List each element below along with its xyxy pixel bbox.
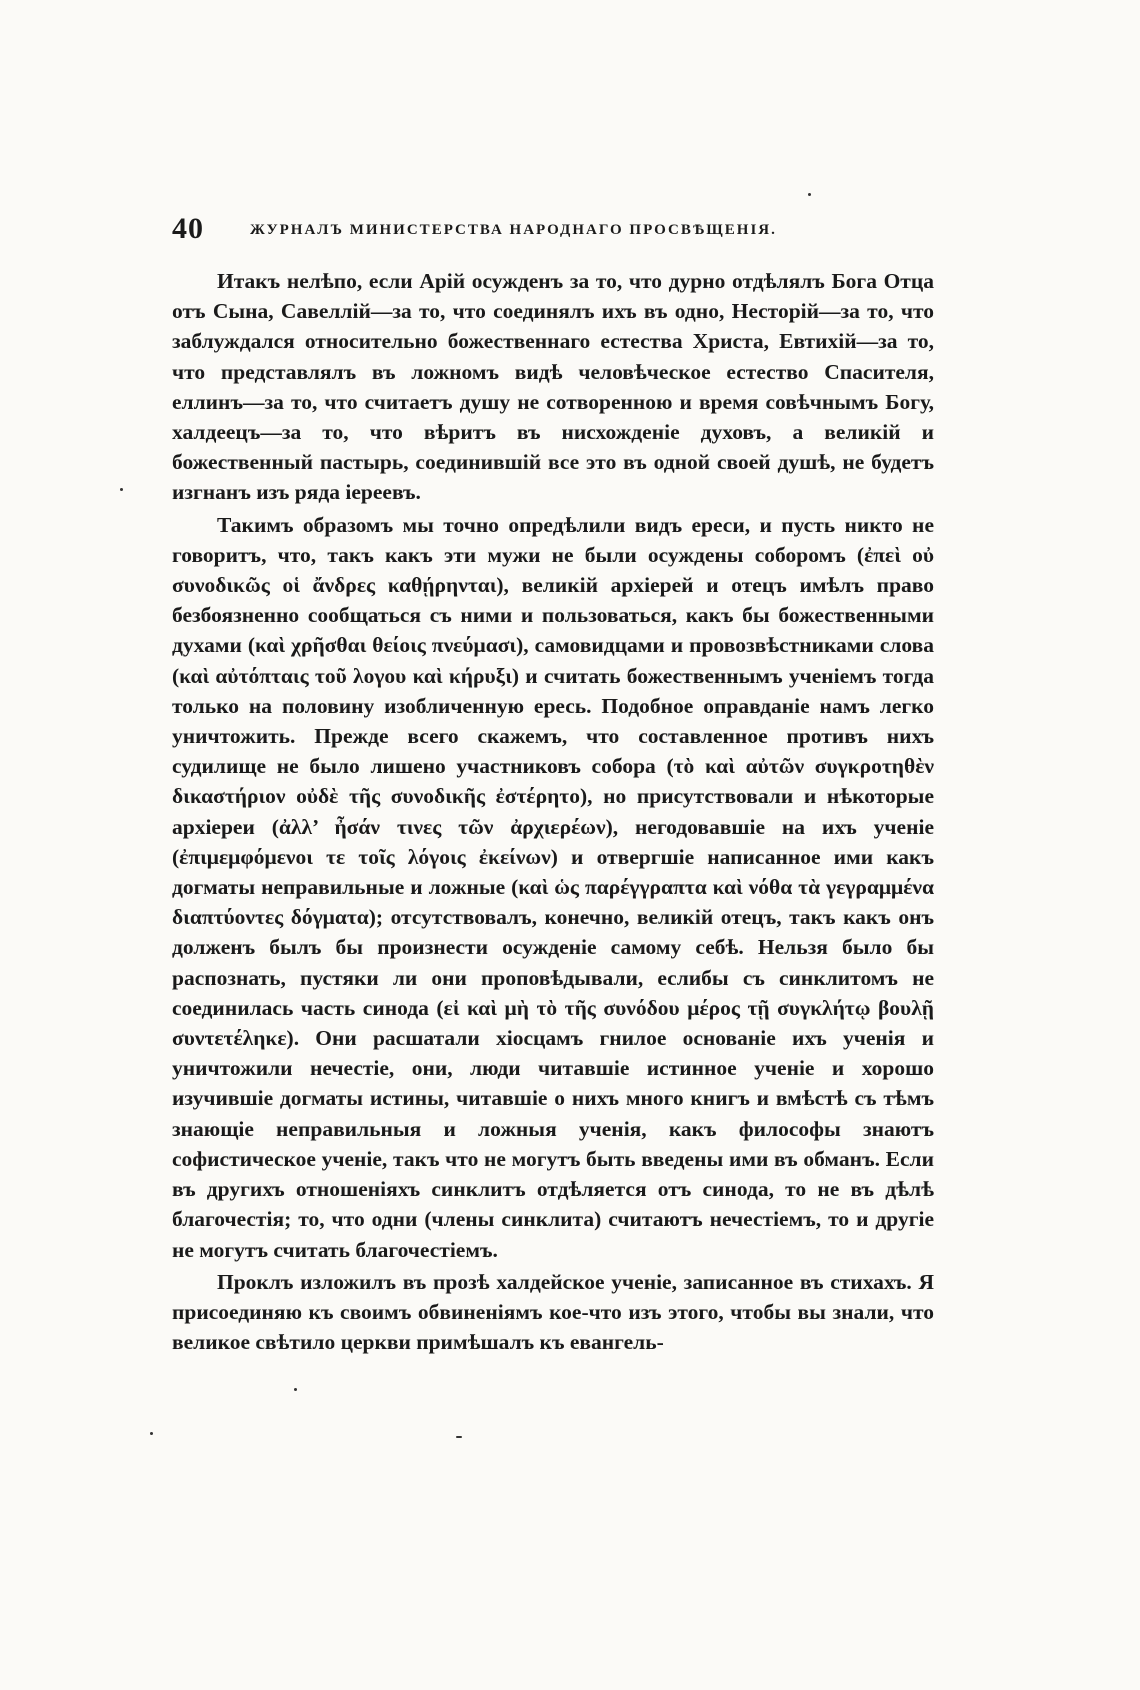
running-title: ЖУРНАЛЪ МИНИСТЕРСТВА НАРОДНАГО ПРОСВѢЩЕНІЯ. [250, 222, 777, 238]
scan-speck [150, 1432, 153, 1435]
body-text [172, 266, 934, 1357]
paragraph-1: Итакъ нелѣпо, если Арій осужденъ за то, что дурно отдѣлялъ Бога Отца отъ Сына, Савеллій—за то, что соединялъ ихъ въ одно, Несторій—за то, что заблуждался относительно божественнаго естества Христа, Евтихій—за то, что представлялъ въ ложномъ видѣ человѣческое естество Спасителя, еллинъ—за то, что считаетъ душу не сотворенною и время совѣчнымъ Богу, халдеецъ—за то, что вѣритъ въ нисхожденіе духовъ, а великій и божественный пастырь, соединившій все это въ одной своей душѣ, не будетъ изгнанъ изъ ряда іереевъ. [172, 269, 934, 505]
paragraph-2: Такимъ образомъ мы точно опредѣлили видъ ереси, и пусть никто не говоритъ, что, такъ какъ эти мужи не были осуждены соборомъ (ἐπεὶ οὐ συνοδικῶς οἱ ἄνδρες καθῄρηνται), великій архіерей и отецъ имѣлъ право безбоязненно сообщаться съ ними и пользоваться, какъ бы божественными духами (καὶ χρῆσθαι θείοις πνεύμασι), самовидцами и провозвѣстниками слова (καὶ αὐτόπταις τοῦ λογου καὶ κήρυξι) и считать божественнымъ ученіемъ тогда только на половину изобличенную ересь. Подобное оправданіе намъ легко уничтожить. Прежде всего скажемъ, что составленное противъ нихъ судилище не было лишено участниковъ собора (τὸ καὶ αὐτῶν συγκροτηθὲν δικαστήριον οὐδὲ τῆς συνοδικῆς ἐστέρητο), но присутствовали и нѣкоторые архіереи (ἀλλ’ ἦσάν τινες τῶν ἀρχιερέων), негодовавшіе на ихъ ученіе (ἐπιμεμφόμενοι τε τοῖς λόγοις ἐκείνων) и отвергшіе написанное ими какъ догматы неправильные и ложные (καὶ ὡς παρέγγραπτα καὶ νόθα τὰ γεγραμμένα διαπτύοντες δόγματα); отсутствовалъ, конечно, великій отецъ, такъ какъ онъ долженъ былъ бы произнести осужденіе самому себѣ. Нельзя было бы распознать, пустяки ли они проповѣдывали, еслибы съ синклитомъ не соединилась часть синода (εἰ καὶ μὴ τὸ τῆς συνόδου μέρος τῇ συγκλήτῳ βουλῇ συντετέληκε). Они расшатали хіосцамъ гнилое основаніе ихъ ученія и уничтожили нечестіе, они, люди читавшіе истинное ученіе и хорошо изучившіе догматы истины, читавшіе о нихъ много книгъ и вмѣстѣ съ тѣмъ знающіе неправильныя и ложныя ученія, какъ философы знаютъ софистическое ученіе, такъ что не могутъ быть введены ими въ обманъ. Если въ другихъ отношеніяхъ синклитъ отдѣляется отъ синода, то не въ дѣлѣ благочестія; то, что одни (члены синклита) считаютъ нечестіемъ, то и другіе не могутъ считать благочестіемъ. [172, 512, 934, 1262]
scan-speck [294, 1388, 297, 1391]
page-number: 40 [172, 212, 204, 245]
page-header [172, 212, 972, 252]
scan-speck [120, 488, 123, 491]
scan-speck [808, 193, 811, 196]
paragraph-3: Проклъ изложилъ въ прозѣ халдейское ученіе, записанное въ стихахъ. Я присоединяю къ своимъ обвиненіямъ кое-что изъ этого, чтобы вы знали, что великое свѣтило церкви примѣшалъ къ евангель- [172, 1269, 934, 1355]
scan-speck [456, 1436, 462, 1438]
